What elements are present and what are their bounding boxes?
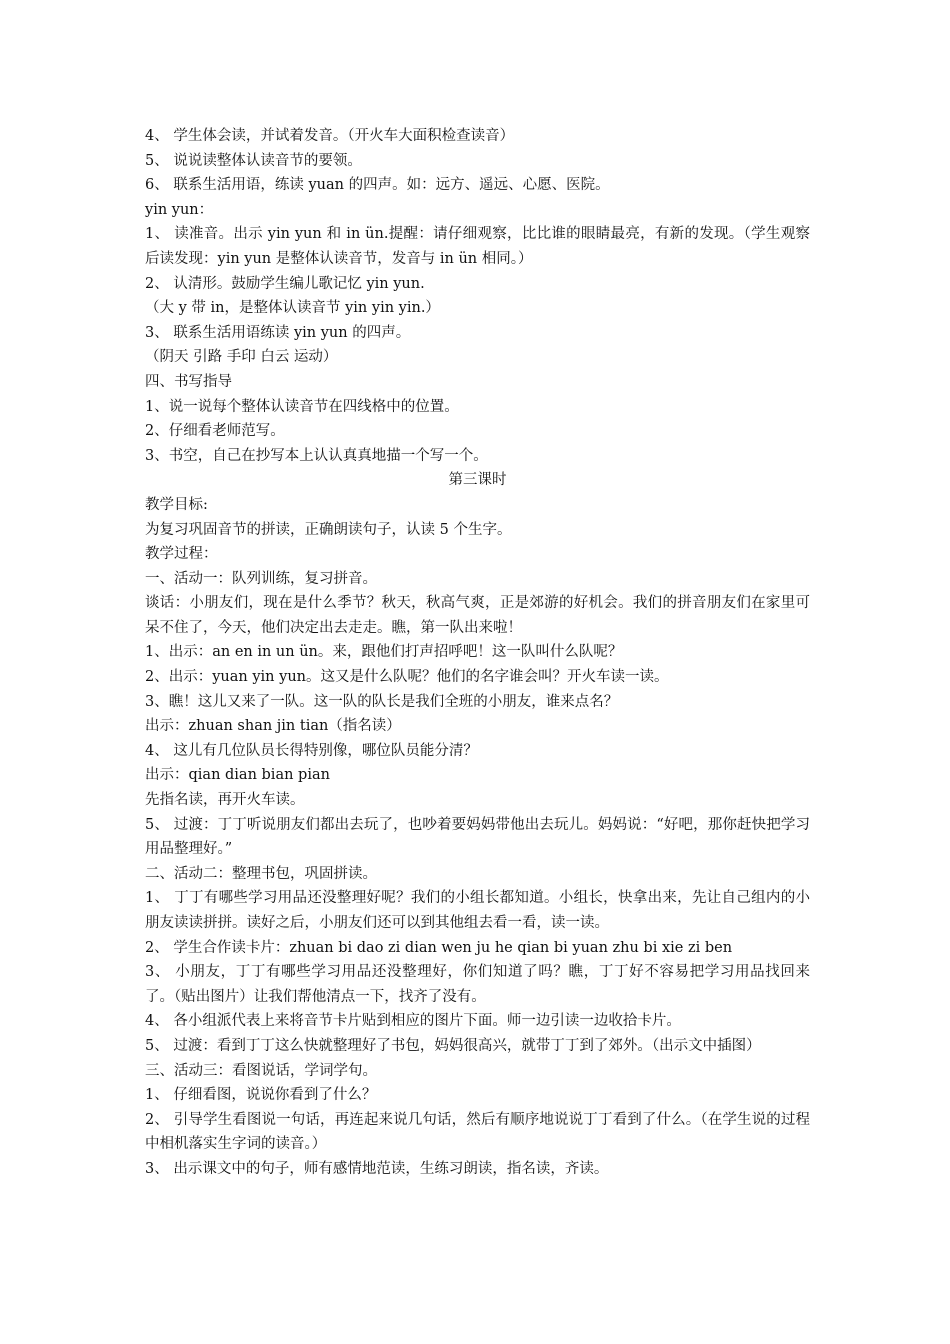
lesson-title: 第三课时 <box>448 472 507 489</box>
text-line: 1、说一说每个整体认读音节在四线格中的位置。 <box>145 398 459 415</box>
text-paragraph: 3、 小朋友，丁丁有哪些学习用品还没整理好，你们知道了吗？瞧，丁丁好不容易把学习用品找回来了。（贴出图片）让我们帮他清点一下，找齐了没有。 <box>145 964 810 1005</box>
section-heading: 四、书写指导 <box>145 373 232 390</box>
text-line: （阴天 引路 手印 白云 运动） <box>145 349 338 366</box>
text-line: 2、 认清形。鼓励学生编儿歌记忆 yin yun. <box>145 275 425 292</box>
text-line: 2、出示：yuan yin yun。这又是什么队呢？他们的名字谁会叫？开火车读一读。 <box>145 669 669 686</box>
text-paragraph: 2、 引导学生看图说一句话，再连起来说几句话，然后有顺序地说说丁丁看到了什么。（在学生说的过程中相机落实生字词的读音。） <box>145 1111 810 1153</box>
text-line: 为复习巩固音节的拼读，正确朗读句子，认读 5 个生字。 <box>145 521 512 538</box>
text-line: 4、 各小组派代表上来将音节卡片贴到相应的图片下面。师一边引读一边收拾卡片。 <box>145 1013 681 1030</box>
text-line: 出示：zhuan shan jin tian（指名读） <box>145 718 401 735</box>
text-line: 1、出示：an en in un ün。来，跟他们打声招呼吧！这一队叫什么队呢？ <box>145 644 623 661</box>
text-line: 4、 学生体会读，并试着发音。（开火车大面积检查读音） <box>145 128 515 144</box>
text-paragraph: 1、 丁丁有哪些学习用品还没整理好呢？我们的小组长都知道。小组长，快拿出来，先让自己组内的小朋友读读拼拼。读好之后，小朋友们还可以到其他组去看一看，读一读。 <box>145 890 810 931</box>
text-line: （大 y 带 in，是整体认读音节 yin yin yin.） <box>145 300 440 317</box>
document-page <box>145 124 810 1182</box>
section-heading: 一、活动一：队列训练，复习拼音。 <box>145 570 377 587</box>
section-heading: 二、活动二：整理书包，巩固拼读。 <box>145 865 377 882</box>
text-line: 3、 联系生活用语练读 yin yun 的四声。 <box>145 324 411 341</box>
text-line: 5、 说说读整体认读音节的要领。 <box>145 152 362 169</box>
text-line: 6、 联系生活用语，练读 yuan 的四声。如：远方、遥远、心愿、医院。 <box>145 177 610 194</box>
text-paragraph: 1、 读准音。出示 yin yun 和 in ün.提醒：请仔细观察，比比谁的眼睛最亮，有新的发现。（学生观察后读发现：yin yun 是整体认读音节，发音与 in ün 相同。） <box>145 226 810 267</box>
text-line: 4、 这儿有几位队员长得特别像，哪位队员能分清？ <box>145 742 478 759</box>
text-line: 1、 仔细看图，说说你看到了什么？ <box>145 1087 377 1104</box>
section-heading: 三、活动三：看图说话，学词学句。 <box>145 1062 377 1079</box>
text-paragraph: 谈话：小朋友们，现在是什么季节？秋天，秋高气爽，正是郊游的好机会。我们的拼音朋友们在家里可呆不住了，今天，他们决定出去走走。瞧，第一队出来啦！ <box>145 595 810 636</box>
text-paragraph: 5、 过渡：看到丁丁这么快就整理好了书包，妈妈很高兴，就带丁丁到了郊外。（出示文中插图） <box>145 1037 761 1054</box>
section-heading: yin yun： <box>145 201 214 218</box>
text-line: 先指名读，再开火车读。 <box>145 792 305 809</box>
text-line: 3、瞧！这儿又来了一队。这一队的队长是我们全班的小朋友，谁来点名？ <box>145 693 619 710</box>
section-heading: 教学目标: <box>145 496 208 513</box>
text-line: 出示：qian dian bian pian <box>145 767 330 784</box>
section-heading: 教学过程： <box>145 546 218 563</box>
text-line: 3、 出示课文中的句子，师有感情地范读，生练习朗读，指名读，齐读。 <box>145 1160 609 1177</box>
text-line: 2、 学生合作读卡片：zhuan bi dao zi dian wen ju he qian bi yuan zhu bi xie zi ben <box>145 939 733 956</box>
text-paragraph: 5、 过渡：丁丁听说朋友们都出去玩了，也吵着要妈妈带他出去玩儿。妈妈说：“好吧，那你赶快把学习用品整理好。” <box>145 816 810 858</box>
text-line: 2、仔细看老师范写。 <box>145 423 285 440</box>
text-line: 3、书空，自己在抄写本上认认真真地描一个写一个。 <box>145 447 488 464</box>
